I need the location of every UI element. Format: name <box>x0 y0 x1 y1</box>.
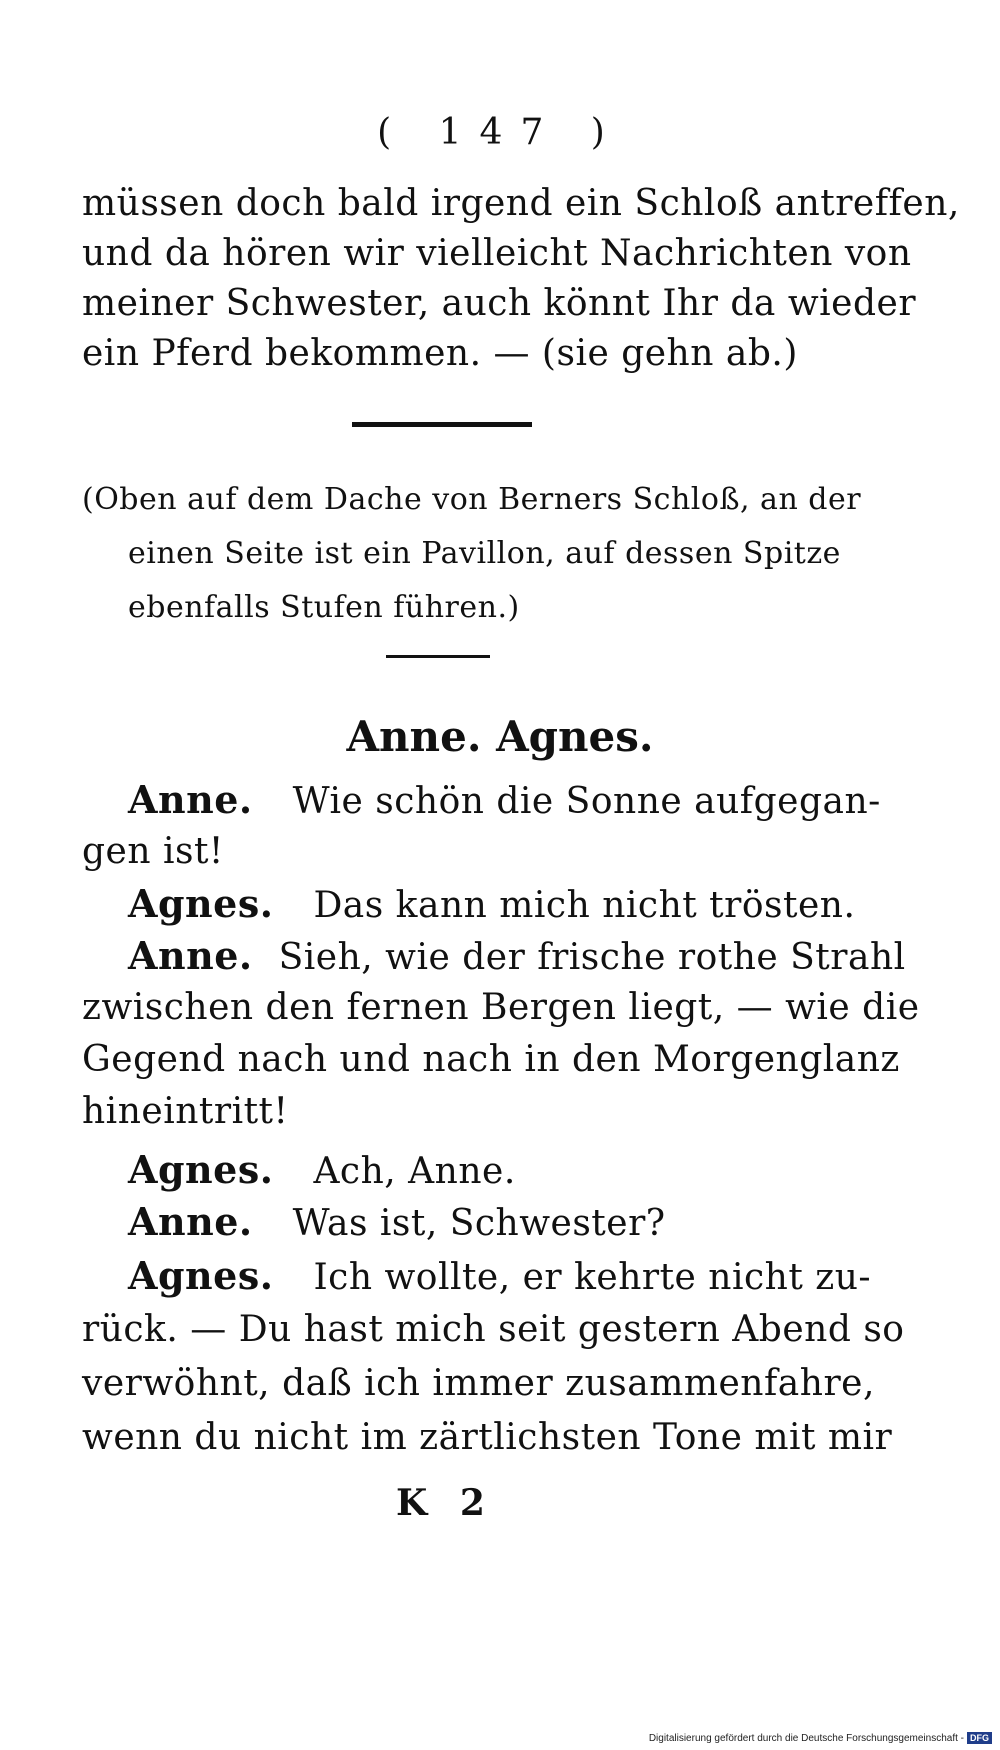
speaker-name: Agnes. <box>128 1147 274 1192</box>
signature-mark: K 2 <box>396 1482 495 1524</box>
dialogue-line <box>128 882 855 928</box>
speaker-name: Agnes. <box>128 1253 274 1298</box>
dialogue-text: Das kann mich nicht trösten. <box>313 885 856 926</box>
stage-direction-line: ebenfalls Stufen führen.) <box>128 590 520 625</box>
dialogue-line <box>128 778 881 824</box>
dialogue-text: gen ist! <box>82 831 224 872</box>
scene-divider <box>386 655 490 658</box>
dialogue-line <box>128 1148 516 1194</box>
dialogue-line <box>128 1254 871 1300</box>
text-line: müssen doch bald irgend ein Schloß antreffen, <box>82 183 960 224</box>
speaker-name: Anne. <box>128 1199 253 1244</box>
dialogue-line: Gegend nach und nach in den Morgenglanz <box>82 1039 900 1080</box>
dialogue-text: Ach, Anne. <box>313 1151 516 1192</box>
text-line: ein Pferd bekommen. — (sie gehn ab.) <box>82 333 798 374</box>
text-line: und da hören wir vielleicht Nachrichten von <box>82 233 912 274</box>
scene-heading: Anne. Agnes. <box>346 712 654 761</box>
page-number: ( 147 ) <box>377 112 623 153</box>
dialogue-text: Wie schön die Sonne aufgegan- <box>292 781 881 822</box>
dialogue-text: Ich wollte, er kehrte nicht zu- <box>313 1257 872 1298</box>
footer-text: Digitalisierung gefördert durch die Deutsche Forschungsgemeinschaft - <box>648 1733 964 1744</box>
speaker-name: Agnes. <box>128 881 274 926</box>
section-divider <box>352 422 532 427</box>
speaker-name: Anne. <box>128 777 253 822</box>
dialogue-text: Was ist, Schwester? <box>292 1203 666 1244</box>
dialogue-text: Sieh, wie der frische rothe Strahl <box>278 937 906 978</box>
stage-direction-line: einen Seite ist ein Pavillon, auf dessen Spitze <box>128 536 841 571</box>
dialogue-line <box>128 934 906 980</box>
dialogue-line <box>82 830 224 874</box>
digitization-footer <box>649 1732 992 1744</box>
dialogue-line: verwöhnt, daß ich immer zusammenfahre, <box>82 1363 875 1404</box>
text-line: meiner Schwester, auch könnt Ihr da wieder <box>82 283 917 324</box>
dialogue-line: wenn du nicht im zärtlichsten Tone mit mir <box>82 1417 893 1458</box>
dialogue-line <box>128 1200 666 1246</box>
stage-direction-line: (Oben auf dem Dache von Berners Schloß, an der <box>82 482 862 517</box>
dfg-logo: DFG <box>967 1732 992 1744</box>
dialogue-line: hineintritt! <box>82 1091 289 1132</box>
dialogue-line: rück. — Du hast mich seit gestern Abend so <box>82 1309 905 1350</box>
speaker-name: Anne. <box>128 933 253 978</box>
dialogue-line: zwischen den fernen Bergen liegt, — wie die <box>82 987 920 1028</box>
